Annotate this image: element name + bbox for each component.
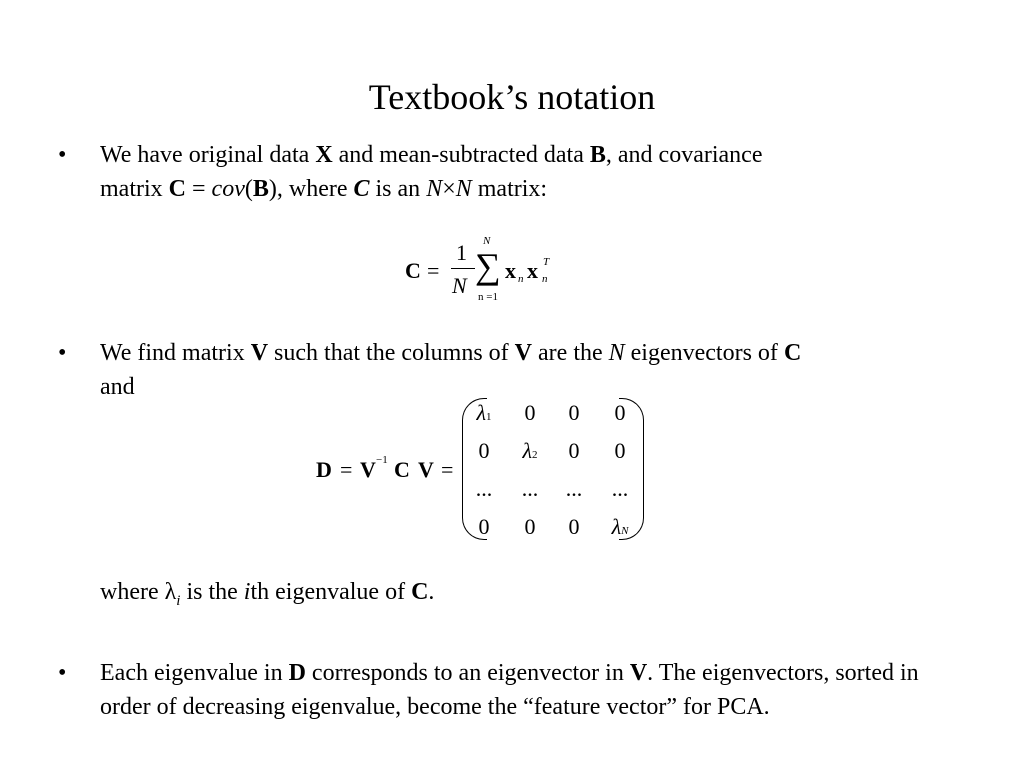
matrix-cell: λ2 — [522, 438, 538, 463]
matrix-cell: 0 — [568, 400, 580, 425]
matrix-cell: 0 — [614, 438, 626, 463]
matrix-cell: 0 — [478, 438, 490, 463]
diagonal-matrix-formula: D = V −1 C V = λ1 0 0 0 0 λ2 0 0 ... ... ... ... 0 0 0 λN — [316, 396, 656, 546]
covariance-formula: C = 1 N N ∑ n =1 x n x T n — [405, 235, 550, 303]
bullet-marker: • — [58, 660, 67, 686]
bullet-3-text: Each eigenvalue in D corresponds to an eigenvector in V. The eigenvectors, sorted in order of decreasing eigenvalue, become the “feature vector” for PCA. — [100, 660, 919, 720]
matrix-cell: 0 — [568, 514, 580, 539]
matrix-cell: λN — [611, 514, 629, 539]
bullet-2-text: We find matrix V such that the columns of V are the N eigenvectors of C and — [100, 340, 802, 400]
matrix-cell: 0 — [614, 400, 626, 425]
matrix-cell: 0 — [568, 438, 580, 463]
matrix-cell: ... — [611, 476, 629, 501]
matrix-cell: ... — [475, 476, 493, 501]
matrix-cell: 0 — [478, 514, 490, 539]
matrix-cell: ... — [521, 476, 539, 501]
eigenvalue-definition: where $\lambda_i$ is the ith eigenvalue of C. — [100, 579, 435, 609]
matrix-cell: 0 — [524, 400, 536, 425]
matrix-cell: 0 — [524, 514, 536, 539]
bullet-1-text: We have original data X and mean-subtracted data B, and covariance matrix C = cov(B), where C is an N×N matrix: — [100, 142, 763, 202]
matrix-cell: λ1 — [476, 400, 492, 425]
matrix-cell: ... — [565, 476, 583, 501]
slide-title: Textbook’s notation — [368, 77, 656, 117]
bullet-marker: • — [58, 340, 67, 366]
fraction-bar — [451, 268, 475, 269]
bullet-marker: • — [58, 142, 67, 168]
